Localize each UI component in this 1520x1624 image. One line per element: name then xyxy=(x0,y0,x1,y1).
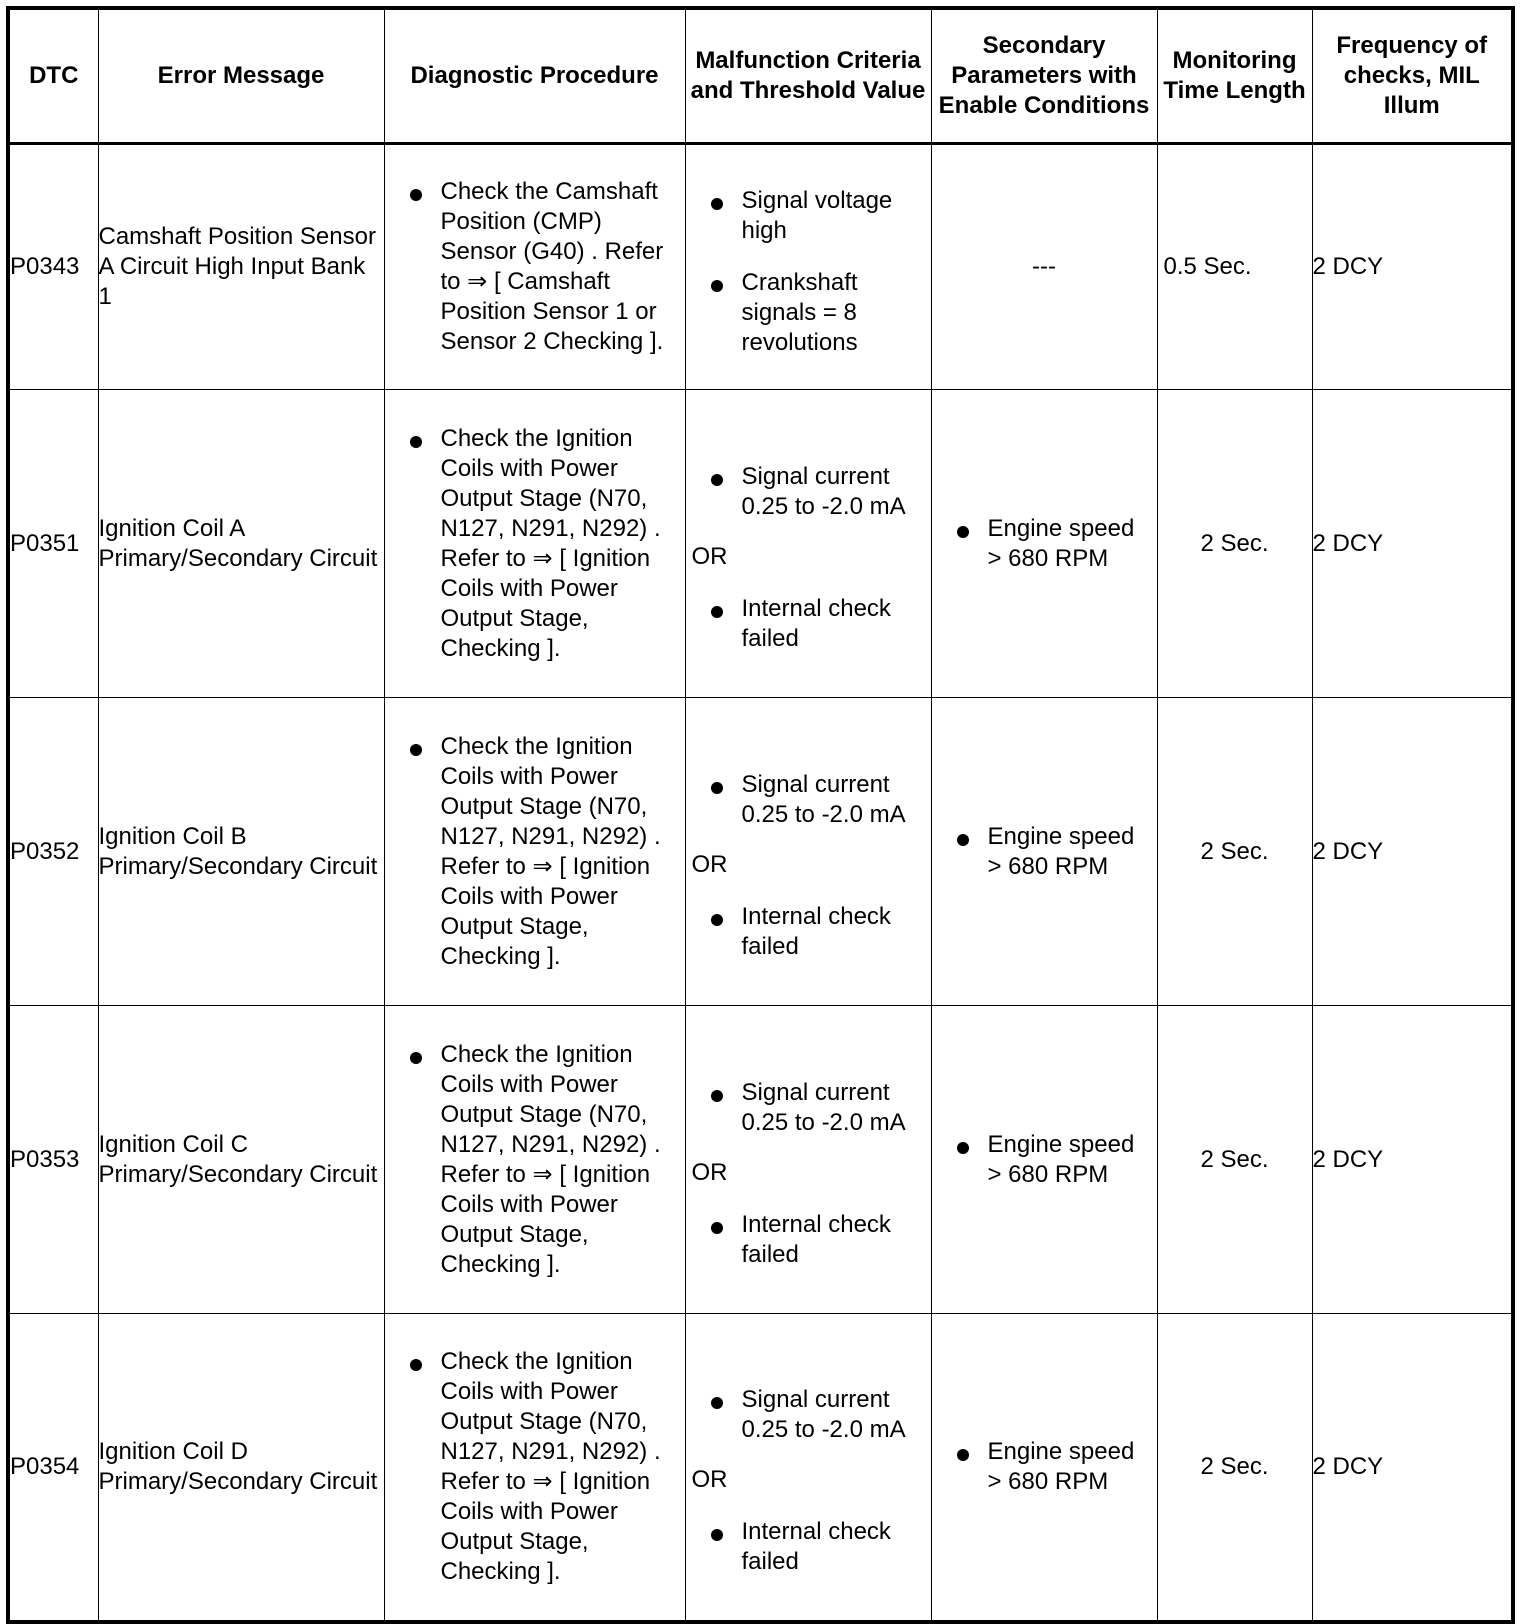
header-frequency: Frequency of checks, MIL Illum xyxy=(1312,8,1513,144)
header-error-message: Error Message xyxy=(98,8,384,144)
dtc-table xyxy=(6,6,1515,1624)
header-dtc: DTC xyxy=(8,8,98,144)
dtc-code: P0352 xyxy=(8,698,98,1006)
error-message: Ignition Coil B Primary/Secondary Circuit xyxy=(98,698,384,1006)
criteria-or: OR xyxy=(691,1158,728,1186)
dtc-code: P0343 xyxy=(8,144,98,390)
table-row xyxy=(8,698,1513,1006)
error-message: Camshaft Position Sensor A Circuit High Input Bank 1 xyxy=(98,144,384,390)
criteria-item: Internal check failed xyxy=(686,1210,931,1270)
header-diagnostic-procedure: Diagnostic Procedure xyxy=(384,8,685,144)
criteria-item: Internal check failed xyxy=(686,902,931,962)
table-row xyxy=(8,1006,1513,1314)
criteria-separator xyxy=(686,246,931,268)
secondary-parameters xyxy=(931,390,1157,698)
diagnostic-procedure xyxy=(384,144,685,390)
diagnostic-procedure xyxy=(384,1006,685,1314)
frequency: 2 DCY xyxy=(1312,1006,1513,1314)
secondary-item: Engine speed > 680 RPM xyxy=(932,822,1157,882)
diagnostic-procedure xyxy=(384,1314,685,1622)
frequency: 2 DCY xyxy=(1312,144,1513,390)
secondary-item: Engine speed > 680 RPM xyxy=(932,1437,1157,1497)
monitoring-time: 2 Sec. xyxy=(1157,390,1312,698)
criteria-item: Signal current 0.25 to -2.0 mA xyxy=(686,462,931,522)
criteria-item: Signal voltage high xyxy=(686,186,931,246)
criteria-item: Signal current 0.25 to -2.0 mA xyxy=(686,770,931,830)
procedure-bullet: Check the Ignition Coils with Power Output Stage (N70, N127, N291, N292) . Refer to ⇒ [ Ignition Coils with Power Output Stage, Checking ]. xyxy=(385,1040,685,1280)
secondary-item: Engine speed > 680 RPM xyxy=(932,1130,1157,1190)
procedure-bullet: Check the Ignition Coils with Power Output Stage (N70, N127, N291, N292) . Refer to ⇒ [ Ignition Coils with Power Output Stage, Checking ]. xyxy=(385,1347,685,1587)
monitoring-time: 0.5 Sec. xyxy=(1157,144,1312,390)
procedure-bullet: Check the Ignition Coils with Power Output Stage (N70, N127, N291, N292) . Refer to ⇒ [ Ignition Coils with Power Output Stage, Checking ]. xyxy=(385,732,685,972)
criteria-item: Crankshaft signals = 8 revolutions xyxy=(686,268,931,358)
header-monitoring-time: Monitoring Time Length xyxy=(1157,8,1312,144)
table-row xyxy=(8,390,1513,698)
frequency: 2 DCY xyxy=(1312,698,1513,1006)
secondary-item: Engine speed > 680 RPM xyxy=(932,514,1157,574)
criteria-or: OR xyxy=(691,542,728,570)
criteria-or: OR xyxy=(691,850,728,878)
malfunction-criteria xyxy=(685,144,931,390)
frequency: 2 DCY xyxy=(1312,390,1513,698)
criteria-item: Internal check failed xyxy=(686,1517,931,1577)
secondary-parameters xyxy=(931,1314,1157,1622)
procedure-bullet: Check the Ignition Coils with Power Output Stage (N70, N127, N291, N292) . Refer to ⇒ [ Ignition Coils with Power Output Stage, Checking ]. xyxy=(385,424,685,664)
criteria-item: Signal current 0.25 to -2.0 mA xyxy=(686,1078,931,1138)
secondary-parameters xyxy=(931,698,1157,1006)
header-row xyxy=(8,8,1513,144)
dtc-code: P0351 xyxy=(8,390,98,698)
error-message: Ignition Coil D Primary/Secondary Circuit xyxy=(98,1314,384,1622)
criteria-or: OR xyxy=(691,1465,728,1493)
table-row xyxy=(8,144,1513,390)
error-message: Ignition Coil A Primary/Secondary Circuit xyxy=(98,390,384,698)
table-row xyxy=(8,1314,1513,1622)
diagnostic-procedure xyxy=(384,390,685,698)
malfunction-criteria xyxy=(685,390,931,698)
malfunction-criteria xyxy=(685,1314,931,1622)
monitoring-time: 2 Sec. xyxy=(1157,1006,1312,1314)
diagnostic-procedure xyxy=(384,698,685,1006)
secondary-parameters: --- xyxy=(931,144,1157,390)
dtc-code: P0354 xyxy=(8,1314,98,1622)
monitoring-time: 2 Sec. xyxy=(1157,698,1312,1006)
secondary-parameters xyxy=(931,1006,1157,1314)
frequency: 2 DCY xyxy=(1312,1314,1513,1622)
criteria-item: Signal current 0.25 to -2.0 mA xyxy=(686,1385,931,1445)
procedure-bullet: Check the Camshaft Position (CMP) Sensor (G40) . Refer to ⇒ [ Camshaft Position Sensor 1 or Sensor 2 Checking ]. xyxy=(385,177,685,357)
header-malfunction-criteria: Malfunction Criteria and Threshold Value xyxy=(685,8,931,144)
header-secondary-parameters: Secondary Parameters with Enable Conditions xyxy=(931,8,1157,144)
criteria-item: Internal check failed xyxy=(686,594,931,654)
monitoring-time: 2 Sec. xyxy=(1157,1314,1312,1622)
malfunction-criteria xyxy=(685,1006,931,1314)
malfunction-criteria xyxy=(685,698,931,1006)
error-message: Ignition Coil C Primary/Secondary Circuit xyxy=(98,1006,384,1314)
dtc-code: P0353 xyxy=(8,1006,98,1314)
